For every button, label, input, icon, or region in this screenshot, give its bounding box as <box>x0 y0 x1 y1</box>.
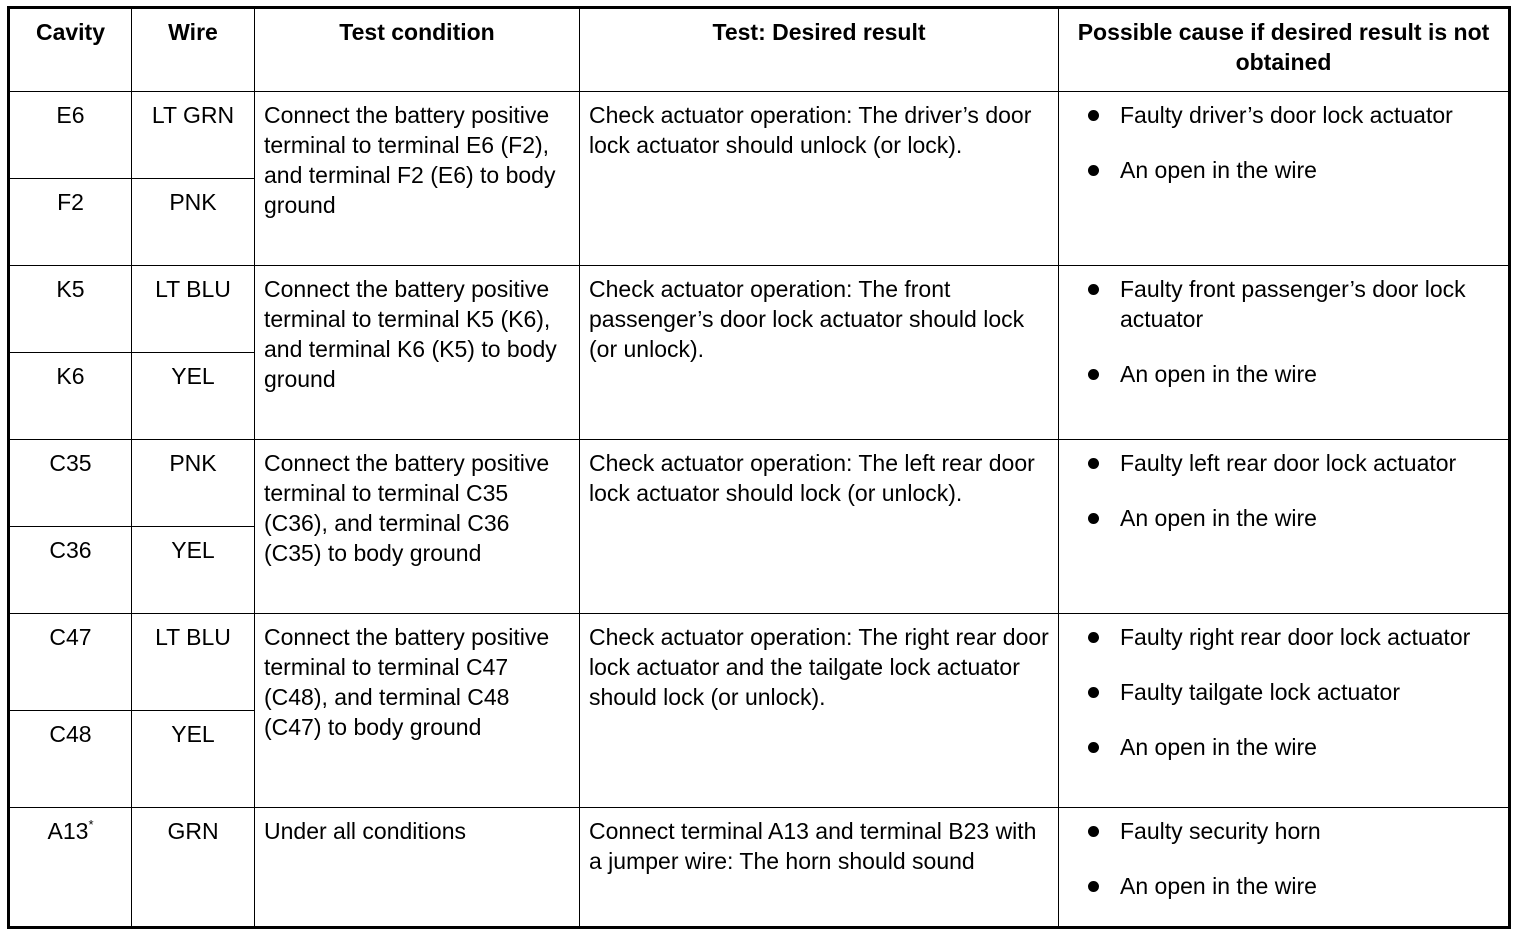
wire-cell: YEL <box>132 711 255 808</box>
cavity-cell <box>9 808 132 928</box>
header-wire: Wire <box>132 8 255 92</box>
cause-item: An open in the wire <box>1088 871 1502 901</box>
cause-item: Faulty security horn <box>1088 816 1502 846</box>
test-condition-cell: Under all conditions <box>255 808 580 928</box>
wire-cell: PNK <box>132 440 255 527</box>
header-cavity: Cavity <box>9 8 132 92</box>
possible-cause-cell <box>1059 808 1510 928</box>
possible-cause-cell <box>1059 440 1510 614</box>
cause-list <box>1059 92 1508 185</box>
cause-list <box>1059 614 1508 762</box>
test-condition-cell: Connect the battery positive terminal to terminal C35 (C36), and terminal C36 (C35) to body ground <box>255 440 580 614</box>
test-condition-cell: Connect the battery positive terminal to terminal K5 (K6), and terminal K6 (K5) to body ground <box>255 266 580 440</box>
cause-item: An open in the wire <box>1088 732 1502 762</box>
test-condition-cell: Connect the battery positive terminal to terminal E6 (F2), and terminal F2 (E6) to body ground <box>255 92 580 266</box>
cavity-cell: C35 <box>9 440 132 527</box>
cause-item: Faulty tailgate lock actuator <box>1088 677 1502 707</box>
desired-result-cell: Connect terminal A13 and terminal B23 with a jumper wire: The horn should sound <box>580 808 1059 928</box>
desired-result-cell: Check actuator operation: The front passenger’s door lock actuator should lock (or unlock). <box>580 266 1059 440</box>
cause-item: Faulty right rear door lock actuator <box>1088 622 1502 652</box>
footnote-mark: * <box>88 817 94 832</box>
test-condition-cell: Connect the battery positive terminal to terminal C47 (C48), and terminal C48 (C47) to body ground <box>255 614 580 808</box>
wire-cell: YEL <box>132 353 255 440</box>
cause-list <box>1059 266 1508 389</box>
possible-cause-cell <box>1059 614 1510 808</box>
cause-list <box>1059 808 1508 901</box>
table-row <box>9 92 1510 179</box>
cavity-cell: E6 <box>9 92 132 179</box>
cause-item: An open in the wire <box>1088 155 1502 185</box>
table-row <box>9 614 1510 711</box>
cause-item: Faulty front passenger’s door lock actuator <box>1088 274 1502 334</box>
cavity-cell: C48 <box>9 711 132 808</box>
cavity-label: A13 <box>47 818 89 844</box>
desired-result-cell: Check actuator operation: The right rear door lock actuator and the tailgate lock actuator should lock (or unlock). <box>580 614 1059 808</box>
wire-cell: YEL <box>132 527 255 614</box>
cause-item: Faulty left rear door lock actuator <box>1088 448 1502 478</box>
possible-cause-cell <box>1059 92 1510 266</box>
desired-result-cell: Check actuator operation: The left rear door lock actuator should lock (or unlock). <box>580 440 1059 614</box>
cavity-cell: C36 <box>9 527 132 614</box>
cause-item: An open in the wire <box>1088 359 1502 389</box>
cause-list <box>1059 440 1508 533</box>
table-row <box>9 266 1510 353</box>
wire-cell: GRN <box>132 808 255 928</box>
header-row <box>9 8 1510 92</box>
door-lock-test-table <box>7 6 1511 929</box>
cause-item: An open in the wire <box>1088 503 1502 533</box>
cavity-cell: C47 <box>9 614 132 711</box>
header-possible-cause: Possible cause if desired result is not obtained <box>1059 8 1510 92</box>
cause-item: Faulty driver’s door lock actuator <box>1088 100 1502 130</box>
possible-cause-cell <box>1059 266 1510 440</box>
wire-cell: LT BLU <box>132 266 255 353</box>
wire-cell: LT BLU <box>132 614 255 711</box>
wire-cell: LT GRN <box>132 92 255 179</box>
header-test-condition: Test condition <box>255 8 580 92</box>
wire-cell: PNK <box>132 179 255 266</box>
cavity-cell: F2 <box>9 179 132 266</box>
header-desired-result: Test: Desired result <box>580 8 1059 92</box>
table-row <box>9 440 1510 527</box>
cavity-cell: K6 <box>9 353 132 440</box>
desired-result-cell: Check actuator operation: The driver’s door lock actuator should unlock (or lock). <box>580 92 1059 266</box>
table-row <box>9 808 1510 928</box>
cavity-cell: K5 <box>9 266 132 353</box>
